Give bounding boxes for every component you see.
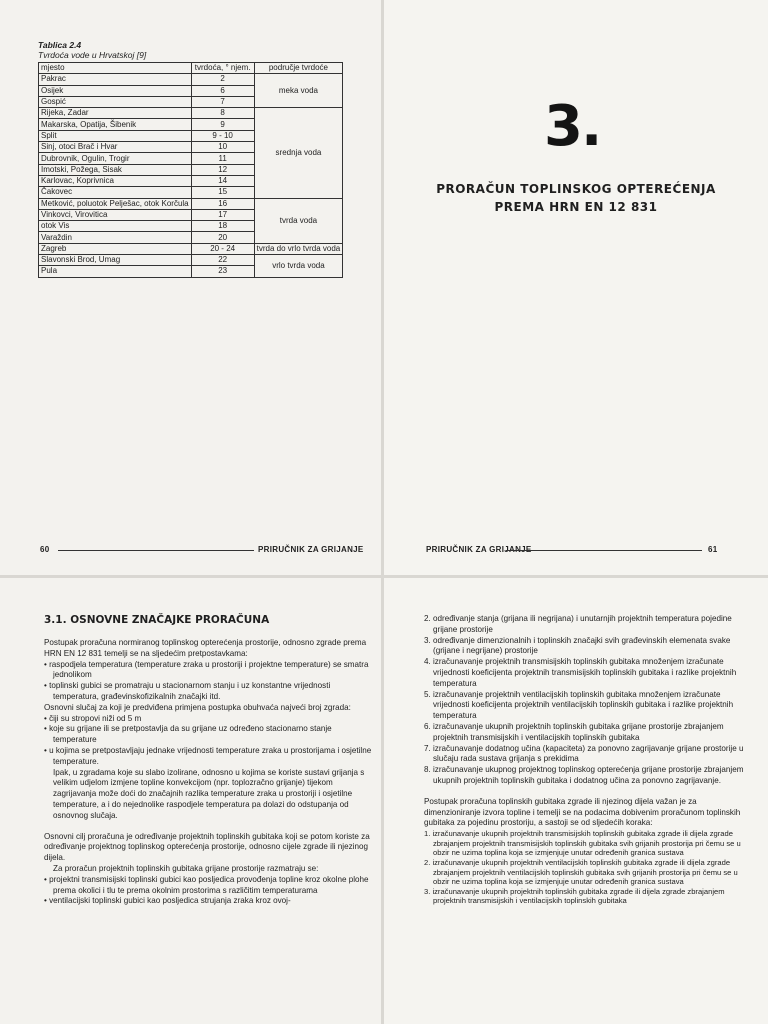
hardness-cell: 11 <box>191 153 254 164</box>
page-61 <box>384 0 768 575</box>
page-number: 60 <box>40 545 50 554</box>
place-cell: Metković, poluotok Pelješac, otok Korčula <box>39 198 192 209</box>
place-cell: Makarska, Opatija, Šibenik <box>39 119 192 130</box>
step-item: 7. izračunavanje dodatnog učina (kapaciteta) za ponovno zagrijavanje grijane prostorije u slučaju rada sustava grijanja s prekidima <box>424 743 744 764</box>
bullet-item: • projektni transmisijski toplinski gubici kao posljedica provođenja topline kroz okolne plohe prema okolici i tlu te prema okolnim prostorima s različitim temperaturama <box>44 874 369 895</box>
table-caption-subtitle: Tvrdoća vode u Hrvatskoj [9] <box>38 50 147 60</box>
hardness-cell: 2 <box>191 74 254 85</box>
footer-rule <box>506 550 702 551</box>
bullet-item: • čiji su stropovi niži od 5 m <box>44 713 142 723</box>
header-cell: područje tvrdoće <box>254 63 343 74</box>
place-cell: Slavonski Brod, Umag <box>39 255 192 266</box>
place-cell: Zagreb <box>39 243 192 254</box>
place-cell: Čakovec <box>39 187 192 198</box>
place-cell: Split <box>39 130 192 141</box>
footer-rule <box>58 550 254 551</box>
hardness-cell: 16 <box>191 198 254 209</box>
table-caption-title: Tablica 2.4 <box>38 40 82 50</box>
hardness-cell: 14 <box>191 175 254 186</box>
running-title: PRIRUČNIK ZA GRIJANJE <box>426 545 532 554</box>
step-item: 2. izračunavanje ukupnih projektnih ventilacijskih toplinskih gubitaka zgrade ili dijela zgrade zbrajanjem projektnih ventilacijskih toplinskih gubitaka svih grijanih prostorija pri čemu se u obzir ne uzima toplina koja se izmjenjuje unutar određenih granica sustava <box>424 857 738 887</box>
bullet-item: • ventilacijski toplinski gubici kao posljedica strujanja zraka kroz ovoj- <box>44 896 291 906</box>
hardness-cell: 8 <box>191 108 254 119</box>
bullet-item: • toplinski gubici se promatraju u stacionarnom stanju i uz konstantne vrijednosti temperatura, građevinskofizikalnih značajki itd. <box>44 681 331 701</box>
running-title: PRIRUČNIK ZA GRIJANJE <box>258 545 364 554</box>
chapter-title-line2: PREMA HRN EN 12 831 <box>494 200 658 214</box>
place-cell: Sinj, otoci Brač i Hvar <box>39 142 192 153</box>
place-cell: Osijek <box>39 85 192 96</box>
chapter-title-line1: PRORAČUN TOPLINSKOG OPTEREĆENJA <box>436 182 716 196</box>
place-cell: Varaždin <box>39 232 192 243</box>
step-item: 6. izračunavanje ukupnih projektnih toplinskih gubitaka grijane prostorije zbrajanjem projektnih transmisijskih i ventilacijskih toplinskih gubitaka <box>424 721 724 742</box>
header-cell: mjesto <box>39 63 192 74</box>
header-cell: tvrdoća, ° njem. <box>191 63 254 74</box>
page-63 <box>384 578 768 1024</box>
step-item: 3. izračunavanje ukupnih projektnih toplinskih gubitaka zgrade ili dijela zgrade zbrajanjem projektnih transmisijskih i ventilacijskih toplinskih gubitaka <box>424 886 725 906</box>
page-60 <box>0 0 381 575</box>
water-hardness-table <box>38 62 343 278</box>
table-row <box>39 108 343 119</box>
page-number: 61 <box>708 545 718 554</box>
table-row <box>39 198 343 209</box>
paragraph: Postupak proračuna toplinskih gubitaka zgrade ili njezinog dijela važan je za dimenzioniranje izvora topline i temelji se na podacima dobivenim proračunom toplinskih gubitaka za pojedinu prostoriju, a sastoji se od sljedećih koraka: <box>424 796 741 828</box>
hardness-cell: 15 <box>191 187 254 198</box>
bullet-item: • raspodjela temperatura (temperature zraka u prostoriji i projektne temperature) se smatra jednolikom <box>44 659 369 680</box>
place-cell: Pakrac <box>39 74 192 85</box>
paragraph: Ipak, u zgradama koje su slabo izolirane, odnosno u kojima se koriste sustavi grijanja s velikim udjelom izmjene topline konvekcijom (npr. toplozračno grijanje) tijekom zagrijavanja može doći do značajnih razlika temperature zraka u prostoriji i osjetilne temperature, a i do nejednolike raspodjele temperatura pa dolazi do odstupanja od osnovnog slučaja. <box>53 767 365 820</box>
paragraph: Osnovni cilj proračuna je određivanje projektnih toplinskih gubitaka koji se potom koriste za određivanje projektnog toplinskog opterećenja prostorije, odnosno cijele zgrade ili njezinog dijela. <box>44 831 370 863</box>
body-text <box>44 638 374 907</box>
hardness-cell: 9 - 10 <box>191 130 254 141</box>
table-row <box>39 255 343 266</box>
bullet-item: • koje su grijane ili se pretpostavlja da su grijane uz određeno stacionarno stanje temperature <box>44 724 332 745</box>
zone-cell: meka voda <box>254 74 343 108</box>
hardness-cell: 23 <box>191 266 254 277</box>
zone-cell: tvrda do vrlo tvrda voda <box>254 243 343 254</box>
zone-cell: tvrda voda <box>254 198 343 243</box>
hardness-cell: 7 <box>191 96 254 107</box>
hardness-cell: 6 <box>191 85 254 96</box>
paragraph: Za proračun projektnih toplinskih gubitaka grijane prostorije razmatraju se: <box>53 863 319 873</box>
hardness-cell: 9 <box>191 119 254 130</box>
table-row <box>39 243 343 254</box>
section-title: 3.1. OSNOVNE ZNAČAJKE PRORAČUNA <box>44 614 270 626</box>
hardness-cell: 20 <box>191 232 254 243</box>
paragraph: Postupak proračuna normiranog toplinskog opterećenja prostorije, odnosno zgrade prema HRN EN 12 831 temelji se na sljedećim pretpostavkama: <box>44 638 367 658</box>
place-cell: otok Vis <box>39 221 192 232</box>
zone-cell: vrlo tvrda voda <box>254 255 343 278</box>
place-cell: Karlovac, Koprivnica <box>39 175 192 186</box>
step-item: 5. izračunavanje projektnih ventilacijskih toplinskih gubitaka množenjem izračunate vrijednosti koeficijenta projektnih ventilacijskih toplinskih gubitaka i razlike projektnih temperatura <box>424 689 734 721</box>
table-row <box>39 74 343 85</box>
step-item: 8. izračunavanje ukupnog projektnog toplinskog opterećenja grijane prostorije zbrajanjem ukupnih projektnih toplinskih gubitaka i dodatnog učina za ponovno zagrijavanje. <box>424 765 744 785</box>
hardness-cell: 18 <box>191 221 254 232</box>
table-header-row <box>39 63 343 74</box>
paragraph: Osnovni slučaj za koji je predviđena primjena postupka obuhvaća najveći broj zgrada: <box>44 702 351 712</box>
step-item: 1. izračunavanje ukupnih projektnih transmisijskih toplinskih gubitaka zgrade ili dijela zgrade zbrajanjem projektnih transmisijskih toplinskih gubitaka svih grijanih prostorija pri čemu se u obzir ne uzima toplina koja se izmjenjuje unutar određenih granica sustava <box>424 829 741 858</box>
page-62 <box>0 578 381 1024</box>
step-item: 4. izračunavanje projektnih transmisijskih toplinskih gubitaka množenjem izračunate vrijednosti koeficijenta projektnih transmisijskih toplinskih gubitaka i razlike projektnih temperatura <box>424 657 737 688</box>
place-cell: Vinkovci, Virovitica <box>39 209 192 220</box>
chapter-number: 3. <box>544 94 601 159</box>
step-item: 3. određivanje dimenzionalnih i toplinskih značajki svih građevinskih elemenata svake (grijane i negrijane) prostorije <box>424 635 731 656</box>
hardness-cell: 12 <box>191 164 254 175</box>
step-item: 2. određivanje stanja (grijana ili negrijana) i unutarnjih projektnih temperatura pojedine grijane prostorije <box>424 614 732 634</box>
place-cell: Dubrovnik, Ogulin, Trogir <box>39 153 192 164</box>
hardness-cell: 17 <box>191 209 254 220</box>
hardness-cell: 20 - 24 <box>191 243 254 254</box>
place-cell: Pula <box>39 266 192 277</box>
zone-cell: srednja voda <box>254 108 343 198</box>
place-cell: Rijeka, Zadar <box>39 108 192 119</box>
place-cell: Gospić <box>39 96 192 107</box>
hardness-cell: 10 <box>191 142 254 153</box>
body-text <box>424 614 749 906</box>
hardness-cell: 22 <box>191 255 254 266</box>
place-cell: Imotski, Požega, Sisak <box>39 164 192 175</box>
bullet-item: • u kojima se pretpostavljaju jednake vrijednosti temperature zraka u prostorijama i osjetilne temperature. <box>44 745 372 766</box>
